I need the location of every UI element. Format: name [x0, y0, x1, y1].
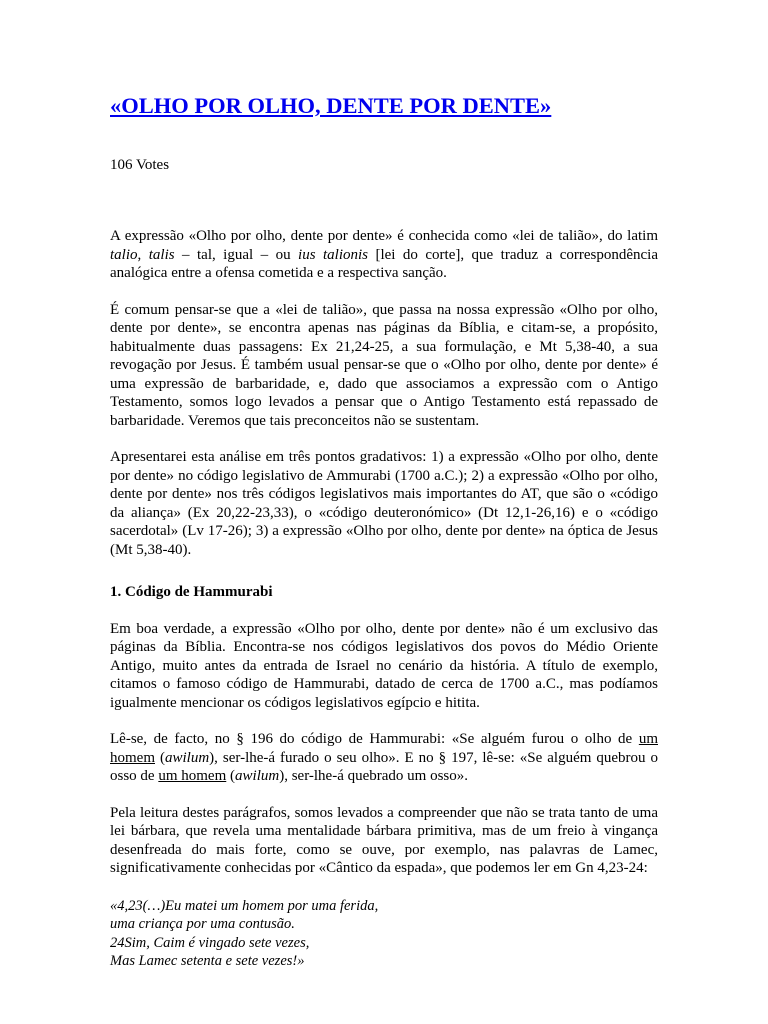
- paragraph-outline: Apresentarei esta análise em três pontos gradativos: 1) a expressão «Olho por olho, dente por dente» no código legislativo de Ammurabi (1700 a.C.); 2) a expressão «Olho por olho, dente por dente» nos três códigos legislativos mais importantes do AT, que são o «código da aliança» (Ex 20,22-23,33), o «código deuteronómico» (Dt 12,1-26,16) e o «código sacerdotal» (Lv 17-26); 3) a expressão «Olho por olho, dente por dente» na óptica de Jesus (Mt 5,38-40).: [110, 449, 658, 558]
- paragraph-common-belief: É comum pensar-se que a «lei de talião», que passa na nossa expressão «Olho por olho, dente por dente», se encontra apenas nas páginas da Bíblia, e citam-se, a propósito, habitualmente duas passagens: Ex 21,24-25, a sua formulação, e Mt 5,38-40, a sua revogação por Jesus. É também usual pensar-se que o «Olho por olho, dente por dente» é uma expressão de barbaridade, e, dado que associamos a expressão com o Antigo Testamento, somos logo levados a pensar que o Antigo Testamento está repassado de barbaridade. Veremos que tais preconceitos não se sustentam.: [110, 301, 658, 429]
- poem-line: 24Sim, Caim é vingado sete vezes,: [110, 934, 310, 951]
- poem-line: Mas Lamec setenta e sete vezes!»: [110, 953, 305, 969]
- paragraph-interpretation: Pela leitura destes parágrafos, somos levados a compreender que não se trata tanto de uma lei bárbara, que revela uma mentalidade bárbara primitiva, mas de um freio à vingança desenfreada do mais forte, como se ouve, por exemplo, nas palavras de Lamec, significativamente conhecidas por «Cântico da espada», que podemos ler em Gn 4,23-24:: [110, 804, 658, 876]
- paragraph-middle-east-codes: Em boa verdade, a expressão «Olho por olho, dente por dente» não é um exclusivo das páginas da Bíblia. Encontra-se nos códigos legislativos dos povos do Médio Oriente Antigo, muito antes da entrada de Israel no cenário da história. A título de exemplo, citamos o famoso código de Hammurabi, datado de cerca de 1700 a.C., mas podíamos igualmente mencionar os códigos legislativos egípcio e hitita.: [110, 620, 658, 711]
- paragraph-intro: [110, 227, 658, 283]
- paragraph-text: ), ser-lhe-á furado o seu olho». E no § 197, lê-se: «Se alguém quebrou o osso de: [110, 749, 659, 784]
- akkadian-term: awilum: [164, 749, 210, 766]
- paragraph-text: A expressão «Olho por olho, dente por dente» é conhecida como «lei de talião», do latim: [110, 228, 658, 244]
- underlined-term: um homem: [110, 731, 658, 766]
- article-title-link[interactable]: «OLHO POR OLHO, DENTE POR DENTE»: [110, 93, 552, 118]
- paragraph-text: [lei do corte], que traduz a correspondência analógica entre a ofensa cometida e a respectiva sanção.: [110, 246, 658, 281]
- paragraph-text: ), ser-lhe-á quebrado um osso».: [279, 768, 469, 784]
- poem-line: uma criança por uma contusão.: [110, 916, 295, 932]
- votes-count: 106 Votes: [110, 157, 170, 173]
- paragraph-text: (: [226, 768, 236, 784]
- poem-line: «4,23(…)Eu matei um homem por uma ferida,: [110, 897, 379, 914]
- latin-term: ius talionis: [298, 246, 369, 263]
- latin-term: talis: [148, 246, 175, 263]
- akkadian-term: awilum: [235, 768, 280, 784]
- latin-term: talio: [110, 246, 138, 263]
- section-heading-hammurabi: 1. Código de Hammurabi: [110, 584, 273, 600]
- paragraph-text: Lê-se, de facto, no § 196 do código de Hammurabi: «Se alguém furou o olho de: [110, 731, 639, 747]
- poem-quote: [110, 897, 658, 971]
- paragraph-hammurabi-quote: [110, 730, 658, 786]
- document-page: [110, 92, 658, 971]
- paragraph-text: (: [155, 749, 165, 766]
- underlined-term: um homem: [158, 768, 227, 784]
- paragraph-text: ,: [137, 246, 149, 263]
- paragraph-text: – tal, igual – ou: [174, 246, 299, 263]
